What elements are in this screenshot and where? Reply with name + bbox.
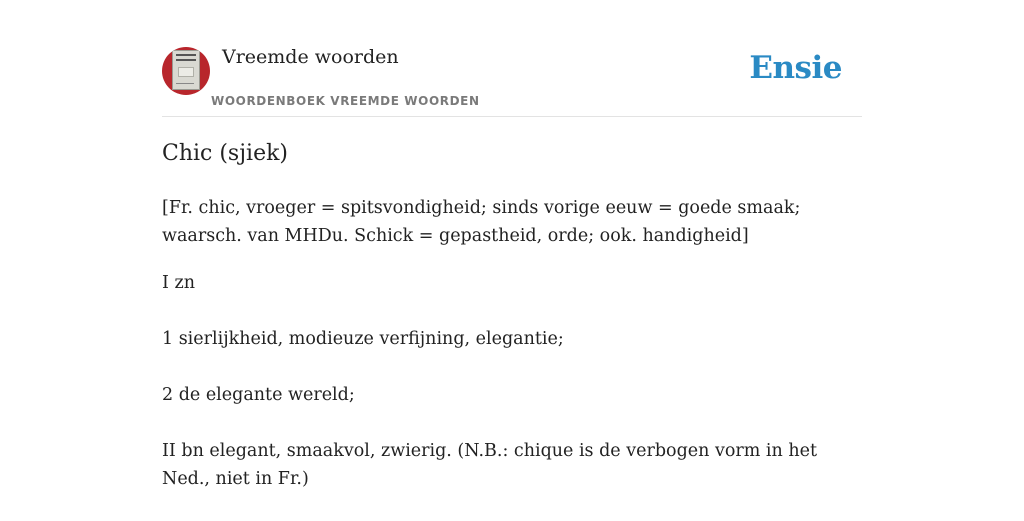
ensie-logo[interactable]: Ensie [749, 50, 842, 86]
dictionary-avatar[interactable] [162, 47, 210, 95]
definition-part-heading: I zn [162, 273, 195, 293]
definition-item: 2 de elegante wereld; [162, 385, 355, 405]
book-footer-line [176, 83, 194, 84]
book-title-line [176, 54, 196, 56]
book-title-line [176, 59, 196, 61]
entry-content [162, 138, 862, 521]
book-cover-panel [178, 67, 194, 77]
definition-part-adjective: II bn elegant, smaakvol, zwierig. (N.B.: chique is de verbogen vorm in het Ned., niet in Fr.) [162, 441, 817, 489]
page-header [162, 44, 862, 117]
entry-term: Chic (sjiek) [162, 141, 289, 166]
site-name-link[interactable]: Vreemde woorden [222, 46, 399, 68]
definition-item: 1 sierlijkheid, modieuze verfijning, elegantie; [162, 329, 564, 349]
dictionary-book-cover-icon [172, 50, 200, 90]
site-subtitle: WOORDENBOEK VREEMDE WOORDEN [211, 94, 480, 108]
entry-etymology: [Fr. chic, vroeger = spitsvondigheid; sinds vorige eeuw = goede smaak; waarsch. van MHDu. Schick = gepastheid, orde; ook. handigheid] [162, 198, 801, 246]
